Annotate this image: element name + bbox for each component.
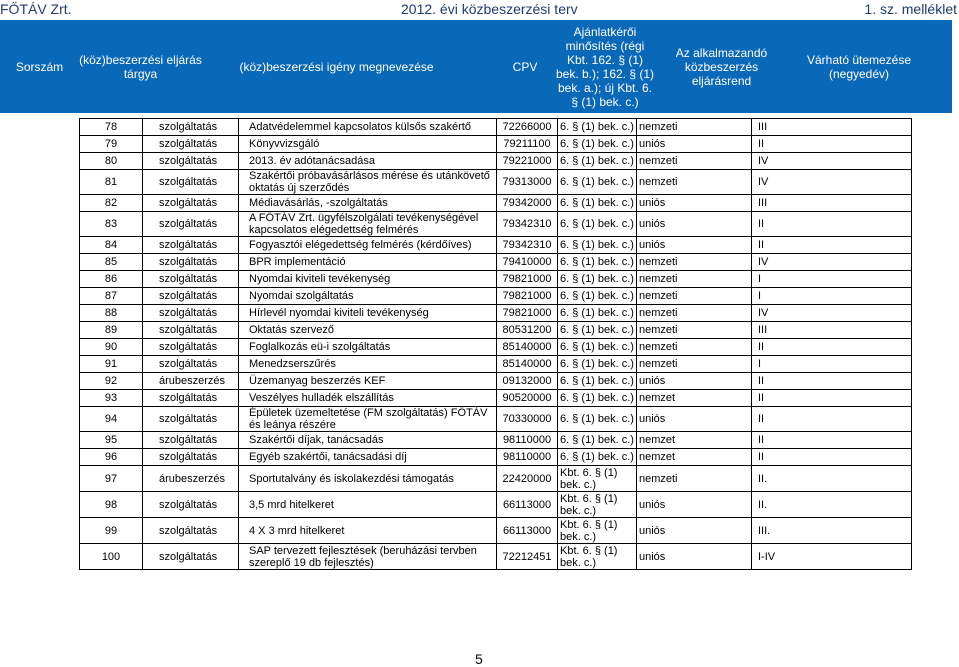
qualification: 6. § (1) bek. c.) <box>558 356 637 373</box>
procurement-description: Fogyasztói elégedettség felmérés (kérdőíves) <box>239 237 497 254</box>
row-number: 84 <box>80 237 143 254</box>
cpv-code: 70330000 <box>497 407 558 432</box>
row-number: 95 <box>80 432 143 449</box>
qualification: 6. § (1) bek. c.) <box>558 373 637 390</box>
cpv-code: 98110000 <box>497 432 558 449</box>
header-utemezes: Várható ütemezése (negyedév) <box>806 52 912 81</box>
table-row <box>80 254 912 271</box>
procurement-type: szolgáltatás <box>143 492 239 518</box>
row-number: 87 <box>80 288 143 305</box>
schedule-quarter: II <box>751 237 911 254</box>
header-alkalmazando: Az alkalmazandó közbeszerzés eljárásrend <box>675 45 768 88</box>
cpv-code: 22420000 <box>497 466 558 492</box>
header-igeny: (köz)beszerzési igény megnevezése <box>239 59 434 74</box>
procurement-description: Nyomdai szolgáltatás <box>239 288 497 305</box>
cpv-code: 79221000 <box>497 153 558 170</box>
row-number: 97 <box>80 466 143 492</box>
procedure-regime: nemzet <box>636 390 751 407</box>
procurement-description: 2013. év adótanácsadása <box>239 153 497 170</box>
procurement-type: szolgáltatás <box>143 153 239 170</box>
header-cpv: CPV <box>512 59 538 74</box>
schedule-quarter: II <box>751 373 911 390</box>
procurement-type: szolgáltatás <box>143 237 239 254</box>
qualification: 6. § (1) bek. c.) <box>558 170 637 195</box>
procedure-regime: nemzeti <box>636 153 751 170</box>
qualification: 6. § (1) bek. c.) <box>558 390 637 407</box>
procedure-regime: nemzeti <box>636 322 751 339</box>
row-number: 99 <box>80 518 143 544</box>
procurement-description: Épületek üzemeltetése (FM szolgáltatás) FŐTÁV és leánya részére <box>239 407 497 432</box>
qualification: 6. § (1) bek. c.) <box>558 271 637 288</box>
cpv-code: 72266000 <box>497 119 558 136</box>
procurement-type: szolgáltatás <box>143 212 239 237</box>
procurement-description: Hírlevél nyomdai kiviteli tevékenység <box>239 305 497 322</box>
qualification: Kbt. 6. § (1) bek. c.) <box>558 466 637 492</box>
table-row <box>80 544 912 570</box>
row-number: 85 <box>80 254 143 271</box>
procedure-regime: nemzeti <box>636 466 751 492</box>
cpv-code: 80531200 <box>497 322 558 339</box>
row-number: 78 <box>80 119 143 136</box>
table-row <box>80 339 912 356</box>
procurement-type: szolgáltatás <box>143 254 239 271</box>
row-number: 90 <box>80 339 143 356</box>
cpv-code: 98110000 <box>497 449 558 466</box>
row-number: 91 <box>80 356 143 373</box>
table-row <box>80 170 912 195</box>
procurement-description: Foglalkozás eü-i szolgáltatás <box>239 339 497 356</box>
procedure-regime: nemzeti <box>636 288 751 305</box>
schedule-quarter: III <box>751 119 911 136</box>
table-row <box>80 288 912 305</box>
procurement-type: szolgáltatás <box>143 432 239 449</box>
procurement-type: szolgáltatás <box>143 449 239 466</box>
table-row <box>80 119 912 136</box>
procurement-description: Menedzserszűrés <box>239 356 497 373</box>
cpv-code: 66113000 <box>497 518 558 544</box>
schedule-quarter: II <box>751 212 911 237</box>
table-row <box>80 373 912 390</box>
procurement-description: 4 X 3 mrd hitelkeret <box>239 518 497 544</box>
cpv-code: 72212451 <box>497 544 558 570</box>
qualification: 6. § (1) bek. c.) <box>558 212 637 237</box>
table-row <box>80 432 912 449</box>
procedure-regime: nemzeti <box>636 170 751 195</box>
table-row <box>80 212 912 237</box>
row-number: 83 <box>80 212 143 237</box>
procurement-description: Könyvvizsgáló <box>239 136 497 153</box>
qualification: 6. § (1) bek. c.) <box>558 237 637 254</box>
procurement-description: Üzemanyag beszerzés KEF <box>239 373 497 390</box>
procurement-description: Sportutalvány és iskolakezdési támogatás <box>239 466 497 492</box>
procurement-description: BPR implementáció <box>239 254 497 271</box>
procurement-type: szolgáltatás <box>143 356 239 373</box>
schedule-quarter: I <box>751 288 911 305</box>
procurement-description: Adatvédelemmel kapcsolatos külsős szakértő <box>239 119 497 136</box>
procurement-description: 3,5 mrd hitelkeret <box>239 492 497 518</box>
qualification: 6. § (1) bek. c.) <box>558 407 637 432</box>
procurement-description: Szakértői próbavásárlásos mérése és utánkövető oktatás új szerződés <box>239 170 497 195</box>
row-number: 82 <box>80 195 143 212</box>
schedule-quarter: III <box>751 322 911 339</box>
table-row <box>80 492 912 518</box>
schedule-quarter: II <box>751 407 911 432</box>
qualification: 6. § (1) bek. c.) <box>558 195 637 212</box>
top-line <box>0 0 959 18</box>
schedule-quarter: II <box>751 339 911 356</box>
qualification: Kbt. 6. § (1) bek. c.) <box>558 518 637 544</box>
procedure-regime: uniós <box>636 544 751 570</box>
procedure-regime: uniós <box>636 492 751 518</box>
qualification: 6. § (1) bek. c.) <box>558 153 637 170</box>
procurement-type: szolgáltatás <box>143 339 239 356</box>
qualification: 6. § (1) bek. c.) <box>558 254 637 271</box>
qualification: 6. § (1) bek. c.) <box>558 432 637 449</box>
qualification: 6. § (1) bek. c.) <box>558 136 637 153</box>
schedule-quarter: IV <box>751 305 911 322</box>
cpv-code: 09132000 <box>497 373 558 390</box>
qualification: 6. § (1) bek. c.) <box>558 305 637 322</box>
row-number: 94 <box>80 407 143 432</box>
row-number: 79 <box>80 136 143 153</box>
qualification: Kbt. 6. § (1) bek. c.) <box>558 492 637 518</box>
cpv-code: 79211100 <box>497 136 558 153</box>
procurement-type: szolgáltatás <box>143 305 239 322</box>
procedure-regime: uniós <box>636 212 751 237</box>
procurement-type: szolgáltatás <box>143 288 239 305</box>
page-number: 5 <box>475 651 483 667</box>
qualification: 6. § (1) bek. c.) <box>558 119 637 136</box>
schedule-quarter: IV <box>751 254 911 271</box>
procedure-regime: uniós <box>636 518 751 544</box>
cpv-code: 79821000 <box>497 271 558 288</box>
cpv-code: 79342000 <box>497 195 558 212</box>
cpv-code: 79342310 <box>497 237 558 254</box>
header-sorszam: Sorszám <box>0 20 79 113</box>
procurement-description: Egyéb szakértői, tanácsadási díj <box>239 449 497 466</box>
table-row <box>80 271 912 288</box>
procurement-table <box>79 118 912 570</box>
table-row <box>80 237 912 254</box>
cpv-code: 90520000 <box>497 390 558 407</box>
procedure-regime: nemzeti <box>636 271 751 288</box>
procurement-type: szolgáltatás <box>143 271 239 288</box>
table-header <box>79 20 952 113</box>
procedure-regime: nemzeti <box>636 254 751 271</box>
table-row <box>80 407 912 432</box>
table-row <box>80 305 912 322</box>
row-number: 96 <box>80 449 143 466</box>
cpv-code: 85140000 <box>497 356 558 373</box>
table-row <box>80 390 912 407</box>
schedule-quarter: IV <box>751 170 911 195</box>
qualification: 6. § (1) bek. c.) <box>558 288 637 305</box>
procedure-regime: nemzet <box>636 432 751 449</box>
header-minosites: Ajánlatkérői minősítés (régi Kbt. 162. § (1) bek. b.); 162. § (1) bek. a.); új Kbt. 6. § (1) bek. c.) <box>555 24 655 109</box>
procurement-type: szolgáltatás <box>143 322 239 339</box>
procurement-description: Médiavásárlás, -szolgáltatás <box>239 195 497 212</box>
row-number: 86 <box>80 271 143 288</box>
schedule-quarter: I <box>751 271 911 288</box>
procedure-regime: nemzeti <box>636 356 751 373</box>
schedule-quarter: I <box>751 356 911 373</box>
procedure-regime: uniós <box>636 136 751 153</box>
row-number: 81 <box>80 170 143 195</box>
procurement-type: szolgáltatás <box>143 136 239 153</box>
schedule-quarter: III. <box>751 518 911 544</box>
qualification: 6. § (1) bek. c.) <box>558 449 637 466</box>
schedule-quarter: I-IV <box>751 544 911 570</box>
schedule-quarter: II <box>751 390 911 407</box>
procedure-regime: uniós <box>636 373 751 390</box>
table-row <box>80 466 912 492</box>
procurement-type: árubeszerzés <box>143 466 239 492</box>
procurement-type: szolgáltatás <box>143 544 239 570</box>
procedure-regime: uniós <box>636 407 751 432</box>
document-title: 2012. évi közbeszerzési terv <box>401 1 578 17</box>
cpv-code: 79313000 <box>497 170 558 195</box>
procurement-type: szolgáltatás <box>143 195 239 212</box>
procurement-type: szolgáltatás <box>143 170 239 195</box>
procedure-regime: nemzet <box>636 449 751 466</box>
table-row <box>80 356 912 373</box>
procurement-type: szolgáltatás <box>143 518 239 544</box>
procurement-type: szolgáltatás <box>143 119 239 136</box>
schedule-quarter: II <box>751 449 911 466</box>
cpv-code: 79342310 <box>497 212 558 237</box>
cpv-code: 66113000 <box>497 492 558 518</box>
table-row <box>80 449 912 466</box>
appendix-label: 1. sz. melléklet <box>864 1 957 17</box>
schedule-quarter: II. <box>751 466 911 492</box>
procedure-regime: nemzeti <box>636 305 751 322</box>
schedule-quarter: II. <box>751 492 911 518</box>
header-eljaras: (köz)beszerzési eljárás tárgya <box>79 52 202 81</box>
procedure-regime: uniós <box>636 237 751 254</box>
procurement-description: SAP tervezett fejlesztések (beruházási tervben szereplő 19 db fejlesztés) <box>239 544 497 570</box>
row-number: 92 <box>80 373 143 390</box>
row-number: 100 <box>80 544 143 570</box>
table-row <box>80 136 912 153</box>
procurement-description: A FŐTÁV Zrt. ügyfélszolgálati tevékenységével kapcsolatos elégedettség felmérés <box>239 212 497 237</box>
cpv-code: 79821000 <box>497 288 558 305</box>
table-row <box>80 322 912 339</box>
procurement-type: szolgáltatás <box>143 407 239 432</box>
procurement-description: Oktatás szervező <box>239 322 497 339</box>
qualification: 6. § (1) bek. c.) <box>558 339 637 356</box>
procedure-regime: uniós <box>636 195 751 212</box>
row-number: 93 <box>80 390 143 407</box>
table-row <box>80 153 912 170</box>
qualification: Kbt. 6. § (1) bek. c.) <box>558 544 637 570</box>
schedule-quarter: II <box>751 432 911 449</box>
row-number: 80 <box>80 153 143 170</box>
procurement-type: szolgáltatás <box>143 390 239 407</box>
schedule-quarter: IV <box>751 153 911 170</box>
procedure-regime: nemzeti <box>636 119 751 136</box>
row-number: 98 <box>80 492 143 518</box>
company-name: FŐTÁV Zrt. <box>0 1 72 17</box>
procurement-description: Veszélyes hulladék elszállítás <box>239 390 497 407</box>
cpv-code: 79821000 <box>497 305 558 322</box>
cpv-code: 79410000 <box>497 254 558 271</box>
table-row <box>80 195 912 212</box>
schedule-quarter: II <box>751 136 911 153</box>
procurement-type: árubeszerzés <box>143 373 239 390</box>
schedule-quarter: III <box>751 195 911 212</box>
row-number: 88 <box>80 305 143 322</box>
procedure-regime: nemzeti <box>636 339 751 356</box>
procurement-description: Szakértői díjak, tanácsadás <box>239 432 497 449</box>
table-row <box>80 518 912 544</box>
row-number: 89 <box>80 322 143 339</box>
qualification: 6. § (1) bek. c.) <box>558 322 637 339</box>
procurement-description: Nyomdai kiviteli tevékenység <box>239 271 497 288</box>
cpv-code: 85140000 <box>497 339 558 356</box>
